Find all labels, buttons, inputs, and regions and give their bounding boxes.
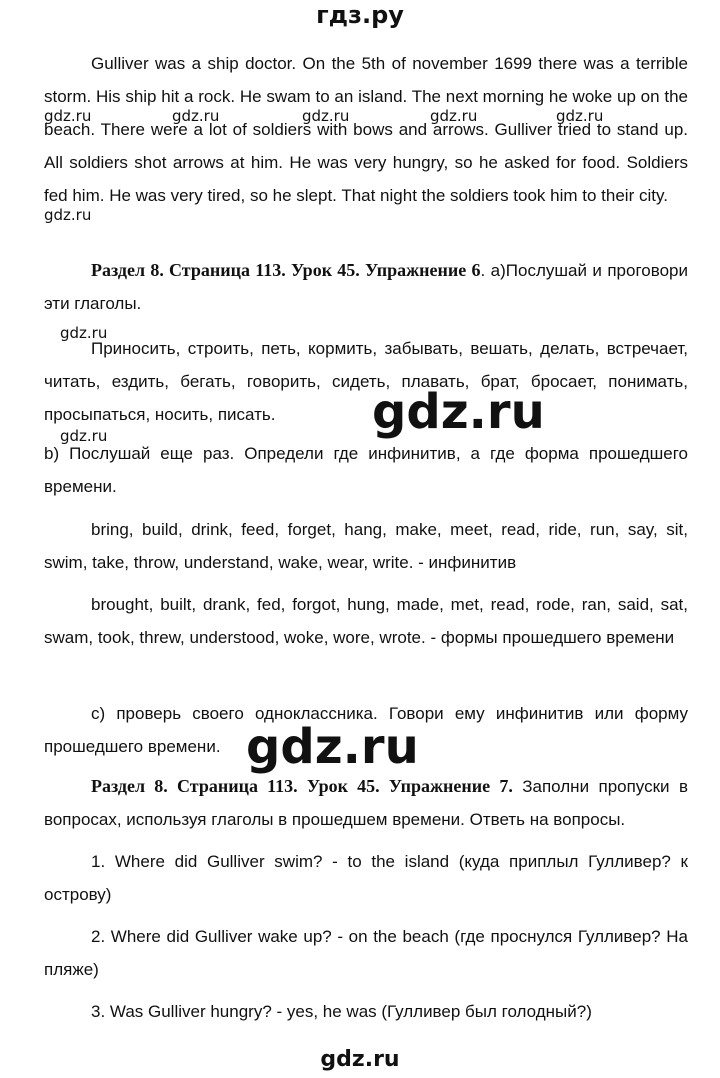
story-paragraph: Gulliver was a ship doctor. On the 5th of november 1699 there was a terrible storm. His ship hit a rock. He swam to an island. The next morning he woke up on the beach. There were a lot of soldiers with bows and arrows. Gulliver tried to stand up. All soldiers shot arrows at him. He was very hungry, so he asked for food. Soldiers fed him. He was very tired, so he slept. That night the soldiers took him to their city. <box>44 54 688 205</box>
question-3: 3. Was Gulliver hungry? - yes, he was (Гулливер был голодный?) <box>91 1002 592 1021</box>
watermark-small: gdz.ru <box>44 206 92 224</box>
exercise-7-paragraph <box>44 770 688 836</box>
exercise-6-c: c) проверь своего одноклассника. Говори ему инфинитив или форму прошедшего времени. <box>44 704 688 756</box>
site-header: гдз.ру <box>316 1 404 29</box>
watermark-small: gdz.ru <box>172 107 220 125</box>
question-1: 1. Where did Gulliver swim? - to the island (куда приплыл Гулливер? к острову) <box>44 852 688 904</box>
exercise-6-heading: Раздел 8. Страница 113. Урок 45. Упражнение 6 <box>91 260 481 280</box>
watermark-small: gdz.ru <box>44 107 92 125</box>
watermark-large: gdz.ru <box>246 719 419 775</box>
exercise-6-paragraph <box>44 254 688 320</box>
exercise-6-task: . a)Послушай и проговори эти глаголы. <box>44 261 688 313</box>
exercise-6-verbs: Приносить, строить, петь, кормить, забывать, вешать, делать, встречает, читать, ездить, бегать, говорить, сидеть, плавать, брат, бросает, понимать, просыпаться, носить, писать. <box>44 339 688 424</box>
exercise-6-b: b) Послушай еще раз. Определи где инфинитив, а где форма прошедшего времени. <box>44 444 688 496</box>
exercise-7-heading: Раздел 8. Страница 113. Урок 45. Упражнение 7. <box>91 776 513 796</box>
exercise-6-past-forms: brought, built, drank, fed, forgot, hung, made, met, read, rode, ran, said, sat, swam, took, threw, understood, woke, wore, wrote. - формы прошедшего времени <box>44 595 688 647</box>
site-footer: gdz.ru <box>320 1047 400 1072</box>
watermark-small: gdz.ru <box>60 427 108 445</box>
question-2: 2. Where did Gulliver wake up? - on the beach (где проснулся Гулливер? На пляже) <box>44 927 688 979</box>
exercise-7-task: Заполни пропуски в вопросах, используя глаголы в прошедшем времени. Ответь на вопросы. <box>44 777 689 829</box>
watermark-small: gdz.ru <box>60 324 108 342</box>
watermark-small: gdz.ru <box>556 107 604 125</box>
watermark-small: gdz.ru <box>430 107 478 125</box>
watermark-large: gdz.ru <box>372 384 545 440</box>
watermark-small: gdz.ru <box>302 107 350 125</box>
exercise-6-infinitives: bring, build, drink, feed, forget, hang, make, meet, read, ride, run, say, sit, swim, take, throw, understand, wake, wear, write. - инфинитив <box>44 520 688 572</box>
